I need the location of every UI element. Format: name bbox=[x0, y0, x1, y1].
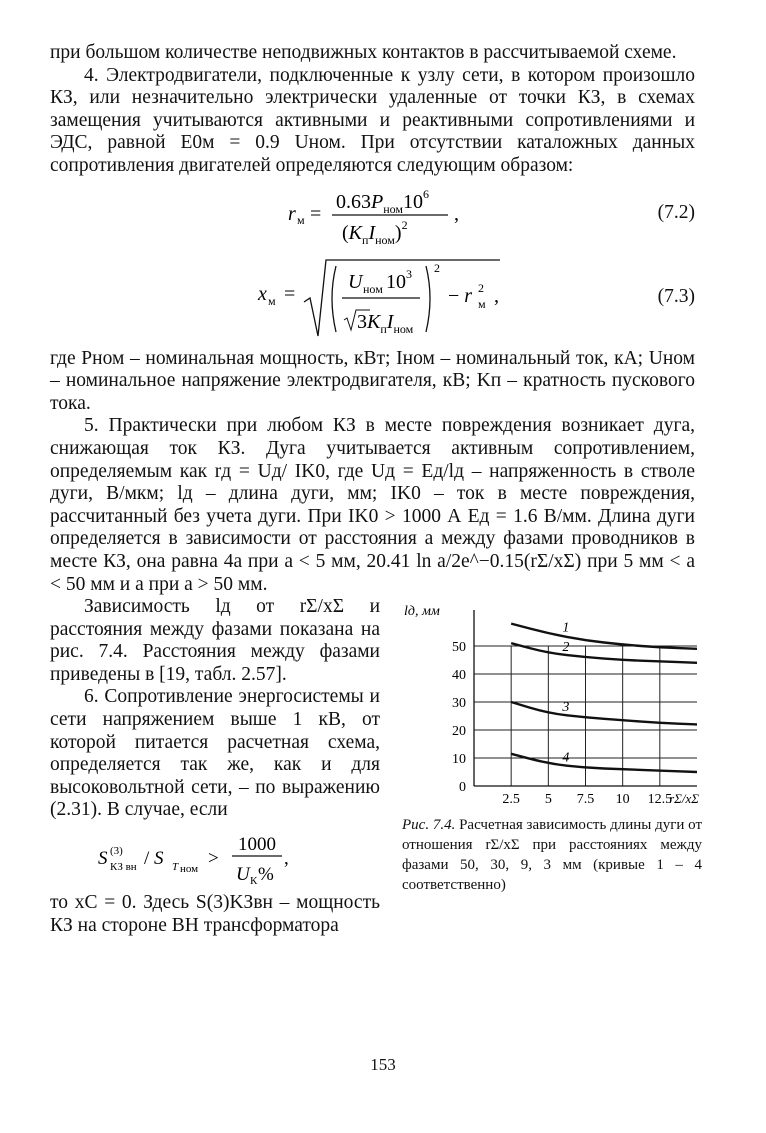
x-tick-label: 5 bbox=[544, 792, 552, 807]
svg-text:м: м bbox=[478, 296, 486, 311]
y-tick-label: 10 bbox=[452, 752, 466, 768]
series-label-3: 3 bbox=[562, 700, 570, 716]
svg-text:,: , bbox=[284, 848, 289, 870]
y-tick-label: 50 bbox=[452, 640, 466, 656]
svg-text:3KпIном: $3K_пI_{ном}$ bbox=[357, 310, 414, 336]
arc-length-chart bbox=[402, 596, 702, 806]
equation-7-3-number: (7.3) bbox=[657, 285, 695, 307]
svg-text:%: % bbox=[258, 864, 274, 886]
svg-text:2: 2 bbox=[434, 260, 440, 275]
svg-text:ном: ном bbox=[363, 281, 383, 296]
svg-text:3: 3 bbox=[406, 266, 412, 281]
paragraph-dependency: Зависимость lд от rΣ/xΣ и расстояния между фазами показана на рис. 7.4. Расстояния между фазами приведены в [19, табл. 2.57]. bbox=[50, 596, 380, 685]
svg-text:x: x bbox=[258, 282, 267, 305]
svg-text:,: , bbox=[454, 202, 459, 225]
svg-text:(KпIном)2: $(K_пI_{ном})^2$ bbox=[342, 217, 408, 246]
series-label-2: 2 bbox=[562, 640, 570, 656]
x-tick-label: 7.5 bbox=[576, 792, 595, 807]
equation-7-2 bbox=[50, 182, 695, 246]
y-tick-label: 40 bbox=[452, 668, 466, 684]
inequality-formula-graphic bbox=[50, 826, 380, 888]
two-column-section bbox=[50, 596, 702, 974]
svg-text:ном: ном bbox=[180, 863, 199, 876]
figure-caption-text: Расчетная зависимость длины дуги от отношения rΣ/xΣ при расстояниях между фазами 50, 30, 9, 3 мм (кривые 1 – 4 соответственно) bbox=[402, 817, 702, 894]
svg-text:>: > bbox=[208, 848, 219, 870]
series-label-1: 1 bbox=[562, 620, 570, 636]
series-line-3 bbox=[511, 702, 697, 724]
equation-7-2-number: (7.2) bbox=[657, 201, 695, 223]
svg-text:м: м bbox=[268, 293, 276, 308]
svg-text:10: 10 bbox=[386, 270, 406, 293]
paragraph-where: где Pном – номинальная мощность, кВт; Iном – номинальный ток, кА; Uном – номинальное напряжение электродвигателя, кВ; Kп – кратность пускового тока. bbox=[50, 347, 695, 414]
svg-text:0.63Pном106: $0.63P_{ном}10^6$ bbox=[336, 186, 430, 216]
svg-text:К: К bbox=[250, 875, 258, 888]
x-tick-label: 2.5 bbox=[502, 792, 520, 807]
series-line-4 bbox=[511, 754, 697, 772]
x-axis-label: rΣ/xΣ bbox=[669, 791, 699, 807]
svg-text:=: = bbox=[310, 202, 322, 225]
equation-7-3 bbox=[50, 250, 695, 346]
left-column bbox=[50, 596, 380, 937]
equation-7-3-formula bbox=[250, 250, 570, 346]
y-tick-label: 30 bbox=[452, 696, 466, 712]
paragraph-5: 5. Практически при любом КЗ в месте повреждения возникает дуга, снижающая ток КЗ. Дуга учитывается активным сопротивлением, определяемым как rд = Uд/ IK0, где Uд = Eд/lд – напряженность в стволе дуги, В/мкм; lд – длина дуги, мм; IK0 – ток в месте повреждения, рассчитанный без учета дуги. При IK0 > 1000 А Eд = 1.6 В/мм. Длина дуги определяется в зависимости от расстояния a между фазами проводников в месте КЗ, она равна 4a при a < 5 мм, 20.41 ln a/2e^−0.15(rΣ/xΣ) при 5 мм < a < 50 мм и a при a > 50 мм. bbox=[50, 415, 695, 595]
svg-text:(3): (3) bbox=[110, 845, 123, 858]
y-tick-label: 20 bbox=[452, 724, 466, 740]
svg-text:r: r bbox=[288, 202, 296, 225]
page-body bbox=[50, 42, 702, 974]
figure-caption bbox=[402, 815, 702, 895]
x-tick-label: 12.5 bbox=[647, 792, 673, 807]
svg-text:/ S: / S bbox=[144, 848, 164, 870]
svg-text:1000: 1000 bbox=[238, 834, 276, 856]
right-column bbox=[402, 596, 702, 895]
svg-text:U: U bbox=[236, 864, 250, 886]
svg-text:м: м bbox=[297, 212, 305, 227]
paragraph-last: то xC = 0. Здесь S(3)KЗвн – мощность КЗ на стороне ВН трансформатора bbox=[50, 892, 380, 936]
svg-text:,: , bbox=[494, 284, 499, 307]
inequality-formula bbox=[50, 826, 380, 888]
svg-text:− r: − r bbox=[448, 284, 473, 307]
svg-text:2: 2 bbox=[478, 280, 484, 295]
paragraph-4: 4. Электродвигатели, подключенные к узлу сети, в котором произошло КЗ, или незначительно электрически удаленные от точки КЗ, в схемах замещения учитываются активными и реактивными сопротивлениями и ЭДС, равной E0м = 0.9 Uном. При отсутствии каталожных данных сопротивления двигателей определяются следующим образом: bbox=[50, 64, 695, 176]
figure-caption-label: Рис. 7.4. bbox=[402, 817, 456, 834]
svg-text:U: U bbox=[348, 270, 363, 293]
paragraph-6: 6. Сопротивление энергосистемы и сети напряжением выше 1 кВ, от которой питается расчетная схема, определяется так же, как и для высоковольтной сети, – по выражению (2.31). В случае, если bbox=[50, 686, 380, 821]
svg-text:T: T bbox=[172, 861, 179, 874]
y-tick-label: 0 bbox=[459, 780, 466, 796]
x-tick-label: 10 bbox=[615, 792, 630, 807]
svg-text:КЗ вн: КЗ вн bbox=[110, 861, 137, 874]
svg-text:S: S bbox=[98, 848, 108, 870]
svg-text:=: = bbox=[284, 282, 296, 305]
page-number: 153 bbox=[370, 1055, 396, 1074]
series-label-4: 4 bbox=[562, 750, 570, 766]
paragraph-top: при большом количестве неподвижных контактов в рассчитываемой схеме. bbox=[50, 42, 677, 63]
series-line-1 bbox=[511, 624, 697, 649]
y-axis-label: lд, мм bbox=[404, 604, 440, 620]
equation-7-2-formula bbox=[280, 182, 580, 246]
